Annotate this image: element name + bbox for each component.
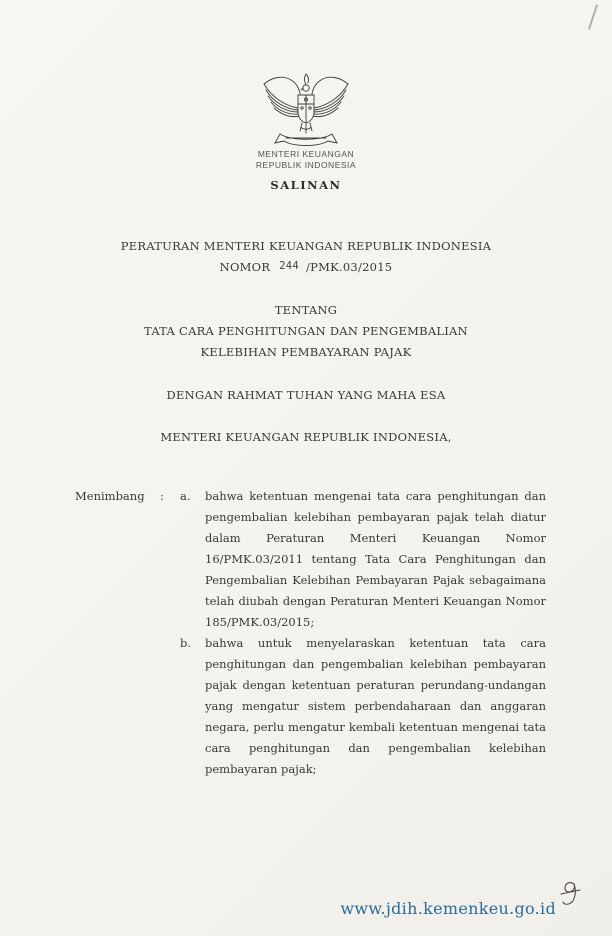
considerations-section <box>75 486 546 780</box>
handwritten-initial-mark <box>558 880 584 914</box>
nomor-typed-number: 244 <box>279 260 299 272</box>
ministry-line-1: MENTERI KEUANGAN <box>257 149 355 159</box>
copy-stamp-label: SALINAN <box>270 178 342 192</box>
consideration-item <box>180 486 546 633</box>
ministry-line-2: REPUBLIK INDONESIA <box>255 160 357 170</box>
menimbang-label: Menimbang <box>75 489 145 503</box>
issuer-line: MENTERI KEUANGAN REPUBLIK INDONESIA, <box>160 430 452 444</box>
tentang-label: TENTANG <box>274 303 338 317</box>
item-marker-a: a. <box>180 489 191 503</box>
jdih-footer-url: www.jdih.kemenkeu.go.id <box>340 899 556 918</box>
item-marker-b: b. <box>180 636 192 650</box>
nomor-label: NOMOR <box>219 260 271 274</box>
regulation-title-line: PERATURAN MENTERI KEUANGAN REPUBLIK INDONESIA <box>120 239 492 253</box>
item-text-b: bahwa untuk menyelaraskan ketentuan tata cara penghitungan dan pengembalian kelebihan pembayaran pajak dengan ketentuan peraturan perundang-undangan yang mengatur sistem perbendaharaan dan anggaran negara, perlu mengatur kembali ketentuan mengenai tata cara penghitungan dan pengembalian kelebihan pembayaran pajak; <box>205 636 546 776</box>
garuda-emblem-icon <box>258 64 354 152</box>
regulation-number-line <box>0 260 612 274</box>
consideration-item <box>180 633 546 780</box>
subject-line-2: KELEBIHAN PEMBAYARAN PAJAK <box>200 345 412 359</box>
nomor-suffix: /PMK.03/2015 <box>305 260 393 274</box>
grace-line: DENGAN RAHMAT TUHAN YANG MAHA ESA <box>166 388 446 402</box>
considerations-list <box>180 486 546 780</box>
letterhead <box>0 149 612 171</box>
item-text-a: bahwa ketentuan mengenai tata cara penghitungan dan pengembalian kelebihan pembayaran pajak telah diatur dalam Peraturan Menteri Keuangan Nomor 16/PMK.03/2011 tentang Tata Cara Penghitungan dan Pengembalian Kelebihan Pembayaran Pajak sebagaimana telah diubah dengan Peraturan Menteri Keuangan Nomor 185/PMK.03/2015; <box>205 489 546 629</box>
subject-line-1: TATA CARA PENGHITUNGAN DAN PENGEMBALIAN <box>144 324 468 338</box>
menimbang-colon: : <box>160 489 164 503</box>
scan-pen-mark <box>588 4 597 29</box>
